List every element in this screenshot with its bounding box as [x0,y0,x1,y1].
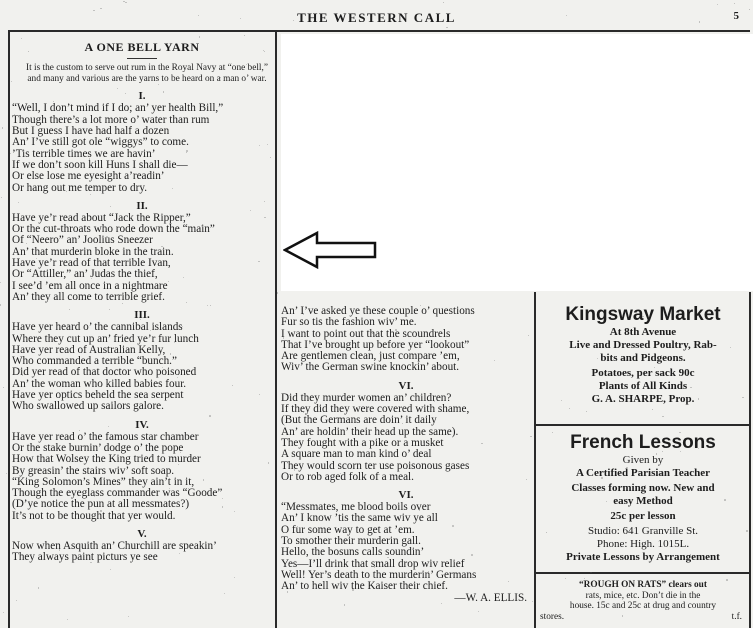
ad-kingsway-line3: Potatoes, per sack 90c [591,367,695,379]
paper-speck [53,101,54,102]
ad-separator-2 [536,572,750,574]
paper-speck [565,578,566,579]
paper-speck [172,110,173,111]
paper-speck [110,206,111,207]
poem-line: I see’d ’em all once in a nightmare [12,279,168,292]
poem-sections [12,90,272,563]
paper-speck [209,415,211,417]
ad-rats-tag: t.f. [731,611,742,622]
poem-line: Hello, the bosuns calls soundin’ [281,546,425,559]
paper-speck [110,569,111,570]
stanza-number: I. [138,90,146,103]
paper-speck [232,385,233,386]
poem-line: (D’ye notice the pun at all messmates?) [12,498,190,511]
paper-speck [157,216,158,217]
poem-line: An’ are holdin’ their head up the same). [281,425,459,438]
paper-speck [441,603,442,604]
poem-line: Or else lose me eyesight a’readin’ [12,170,165,183]
paper-speck [220,77,221,78]
paper-speck [162,367,163,368]
paper-speck [3,612,4,613]
column-divider-2 [534,292,536,628]
poem-line: Have yer read o’ the famous star chamber [12,430,199,443]
paper-speck [199,36,200,37]
paper-speck [471,554,473,556]
paper-speck [10,153,11,154]
paper-speck [340,473,341,474]
paper-speck [65,252,66,253]
paper-speck [150,330,151,331]
paper-speck [28,51,29,52]
paper-speck [387,557,388,558]
header-rule [8,30,750,32]
stanza [281,393,531,483]
ad-kingsway-line4: Plants of All Kinds [598,380,688,392]
left-arrow-icon [283,230,378,270]
paper-speck [93,10,94,11]
paper-speck [734,3,735,4]
paper-speck [662,416,663,417]
poem-line: If we don’t soon kill Huns I shall die— [12,158,188,171]
paper-speck [420,305,421,306]
ad-french-studio: Studio: 641 Granville St. [588,525,698,537]
ad-french-price: 25c per lesson [610,510,676,522]
poem-line: Who commanded a terrible “bunch.” [12,355,177,368]
paper-speck [352,589,353,590]
paper-speck [100,510,101,511]
paper-speck [16,600,17,601]
author-signature: —W. A. ELLIS. [454,591,527,604]
paper-speck [140,319,141,320]
left-border [8,30,10,628]
ad-french-teacher: A Certified Parisian Teacher [575,467,711,479]
paper-speck [59,549,60,550]
poem-line: An’ the woman who killed babies four. [12,377,187,390]
paper-speck [528,335,529,336]
poem-line: Wiv’ the German swine knockin’ about. [281,361,460,374]
paper-speck [79,430,80,431]
poem-line: An’ that murderin bloke in the train. [12,245,174,258]
continuation-lines [281,306,531,374]
paper-speck [268,462,269,463]
paper-speck [1,197,2,198]
poem-line: An’ to hell wiv the Kaiser their chief. [281,580,448,593]
poem-line: Of “Neero” an’ Joolius Sneezer [12,234,153,247]
poem-line: Who swallowed up sailors galore. [12,400,164,413]
poem-line: Or hang out me temper to dry. [12,181,148,194]
poem-line: “King Solomon’s Mines” they ain’t in it, [12,475,195,488]
poem-line: By greasin’ the stairs wiv’ soft soap. [12,464,175,477]
paper-speck [622,615,623,616]
poem-line: An’ I’ve asked ye these couple o’ questions [281,305,475,317]
paper-speck [117,88,118,89]
poem-line: Have yer heard o’ the cannibal islands [12,321,183,334]
paper-speck [178,464,179,465]
article-title: A ONE BELL YARN [84,40,200,54]
paper-speck [402,423,403,424]
paper-speck [746,530,747,531]
paper-speck [452,525,454,527]
paper-speck [106,236,108,238]
paper-speck [578,605,580,607]
stanza [12,432,272,522]
ad-french-phone: Phone: High. 1015L. [596,538,690,550]
paper-speck [72,133,73,134]
ad-french-classes1: Classes forming now. New and [571,482,715,494]
poem-line: Now when Asquith an’ Churchill are speakin’ [12,539,217,552]
ad-french-classes2: easy Method [613,495,673,507]
paper-speck [177,377,178,378]
continuation-sections [281,380,531,593]
paper-speck [332,343,333,344]
paper-speck [169,488,170,489]
paper-speck [234,577,236,579]
poem-line: Have ye’r read about “Jack the Ripper,” [12,211,191,224]
paper-speck [314,354,315,355]
ad-separator-1 [536,424,750,426]
paper-speck [2,127,3,128]
paper-speck [681,375,682,376]
newspaper-title: THE WESTERN CALL [297,10,456,25]
paper-speck [186,150,188,152]
paper-speck [546,532,547,533]
paper-speck [297,526,298,527]
poem-line: That I’ve brought up before yer “lookout” [281,338,470,351]
stanza [12,541,272,564]
paper-speck [222,506,223,507]
paper-speck [201,225,202,226]
poem-line: Or “Attiller,” an’ Judas the thief, [12,268,158,281]
poem-line: An’ I’ve still got ole “wiggys” to come. [12,136,189,149]
poem-line: Are gentlemen clean, just compare ’em, [281,350,460,363]
poem-line: Where they cut up an’ fried ye’r fur lunch [12,332,199,345]
poem-line: Have ye’r read of that terrible Ivan, [12,257,171,270]
poem-line: “Well, I don’t mind if I do; an’ yer health Bill,” [12,102,224,115]
paper-speck [0,304,1,305]
paper-speck [222,498,223,499]
poem-line: Though the eyeglass commander was “Goode” [12,487,223,500]
poem-line: Did they murder women an’ children? [281,391,452,404]
poem-line: It’s not to be thought that yer would. [12,509,176,522]
paper-speck [642,316,643,317]
paper-speck [293,20,294,21]
poem-line: To smother their murderin gall. [281,535,421,548]
poem-column-left [12,42,272,564]
paper-speck [303,313,304,314]
paper-speck [552,432,553,433]
paper-speck [259,394,260,395]
poem-line: They fought with a pike or a musket [281,436,444,449]
paper-speck [726,579,728,581]
stanza [12,103,272,193]
poem-line: If they did they were covered with shame, [281,403,470,416]
paper-speck [128,616,129,617]
ad-rats-line1: “ROUGH ON RATS” clears out [579,580,707,590]
poem-line: They always paint picturs ye see [12,551,158,564]
ad-kingsway-proprietor: G. A. SHARPE, Prop. [591,393,695,405]
paper-speck [586,411,587,412]
paper-speck [423,441,424,442]
paper-speck [344,604,346,606]
poem-line: Well! Yer’s death to the murderin’ Germans [281,568,477,581]
paper-speck [329,310,330,311]
paper-speck [569,408,570,409]
stanza-number: VI. [398,489,414,502]
column-divider-1 [275,30,277,628]
paper-speck [79,253,80,254]
poem-line: Yes—I’ll drink that small drop wiv relief [281,557,465,570]
paper-speck [125,93,126,94]
paper-speck [246,64,247,65]
ad-rats-line3: house. 15c and 25c at drug and country [569,601,717,611]
paper-speck [90,562,91,563]
ad-kingsway-line1: Live and Dressed Poultry, Rab- [569,339,717,351]
paper-speck [730,347,731,348]
ad-kingsway-address: At 8th Avenue [609,326,677,338]
paper-speck [163,91,165,93]
paper-speck [302,319,303,320]
poem-line: ’Tis terrible times we are havin’ [12,147,156,160]
poem-line: How that Wolsey the King tried to murder [12,453,201,466]
paper-speck [109,309,110,310]
paper-speck [36,258,37,259]
paper-speck [3,387,4,388]
ad-french-private: Private Lessons by Arrangement [566,551,720,563]
paper-speck [62,516,63,517]
poem-line: Or the stake burnin’ dodge o’ the pope [12,441,184,454]
paper-speck [680,451,681,452]
paper-speck [345,541,346,542]
paper-speck [656,453,657,454]
paper-speck [224,593,225,594]
poem-line: An’ I know ’tis the same wiv ye all [281,512,438,525]
ad-french-given-by: Given by [622,454,664,466]
paper-speck [494,360,495,361]
title-rule [127,58,157,59]
paper-speck [749,9,750,10]
stanza [12,322,272,412]
page-number: 5 [733,10,739,22]
paper-speck [601,477,602,478]
paper-speck [179,553,180,554]
poem-line: An’ they all come to terrible grief. [12,290,165,303]
ad-french-title: French Lessons [570,432,716,453]
poem-line: I want to point out that the scoundrels [281,327,451,340]
stanza [281,502,531,592]
article-intro: It is the custom to serve out rum in the Royal Navy at “one bell,” and many and various are the yarns to be heard on a man o’ war. [26,63,268,84]
paper-speck [186,152,187,153]
right-border [749,292,751,628]
paper-speck [151,455,152,456]
poem-line: O fur some way to get at ’em. [281,523,415,536]
paper-speck [65,555,66,556]
stanza-number: V. [137,527,147,540]
paper-speck [38,587,40,589]
poem-line: Did yer read of that doctor who poisoned [12,366,197,379]
paper-speck [532,601,533,602]
paper-speck [662,451,663,452]
paper-speck [584,578,585,579]
stanza-number: III. [134,309,150,322]
poem-line: Have yer read of Australian Kelly, [12,343,166,356]
poem-line: Or to rob aged folk of a meal. [281,470,414,483]
paper-speck [21,38,22,39]
stanza-number: IV. [135,418,149,431]
paper-speck [724,499,726,501]
paper-speck [478,611,480,613]
paper-speck [647,356,648,357]
page-header [0,0,753,30]
paper-speck [294,469,295,470]
paper-speck [186,302,187,303]
paper-speck [526,479,527,480]
paper-speck [590,572,591,573]
stanza-number: II. [136,199,148,212]
paper-speck [395,329,396,330]
poem-line: They would scorn ter use poisonous gases [281,459,470,472]
paper-speck [508,581,509,582]
poem-line: “Messmates, me blood boils over [281,501,431,514]
ad-rats-line2: rats, mice, etc. Don’t die in the [585,590,701,601]
ad-rats-line4: stores. [540,611,565,622]
poem-column-middle [281,306,531,604]
ad-kingsway-line2: bits and Pidgeons. [600,352,686,364]
paper-speck [14,114,15,115]
poem-line: Though there’s a lot more o’ water than rum [12,113,210,126]
poem-line: Or the cut-throats who rode down the “main” [12,223,215,236]
paper-speck [277,292,279,294]
poem-line: Fur so tis the fashion wiv’ me. [281,316,417,329]
paper-speck [244,35,245,36]
paper-speck [676,346,677,347]
paper-speck [0,282,1,283]
poem-line: A square man to man kind o’ deal [281,448,432,461]
paper-speck [267,144,268,145]
poem-line: Have yer optics beheld the sea serpent [12,389,184,402]
paper-speck [372,333,373,334]
paper-speck [270,157,271,158]
paper-speck [428,571,429,572]
poem-line: (But the Germans are doin’ it daily [281,414,437,427]
paper-speck [293,516,294,517]
paper-speck [210,305,211,306]
ad-kingsway-name: Kingsway Market [565,304,721,325]
stanza [12,213,272,303]
paper-speck [652,409,653,410]
stanza-number: VI. [398,379,414,392]
paper-speck [69,309,70,310]
paper-speck [68,325,69,326]
paper-speck [67,619,68,620]
poem-line: But I guess I have had half a dozen [12,125,170,138]
